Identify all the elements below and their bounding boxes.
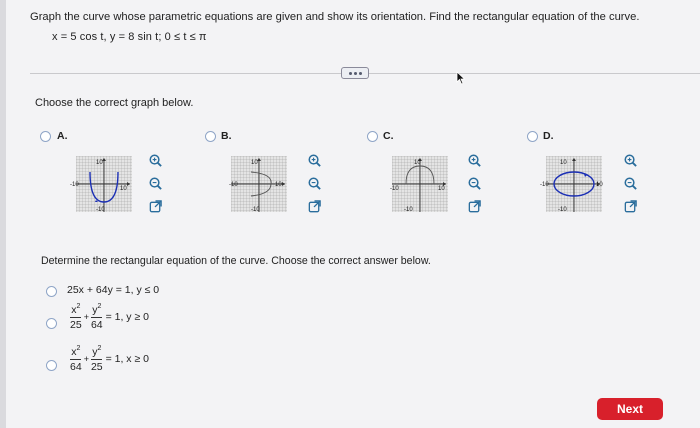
tick-label-bottom: -10 xyxy=(558,207,567,213)
tick-label-left: -10 xyxy=(70,182,79,188)
tick-label-top: 10 xyxy=(414,160,421,166)
graph-option-d-radio[interactable] xyxy=(527,131,538,142)
tick-label-bottom: -10 xyxy=(251,207,260,213)
equation-option-3 xyxy=(70,345,149,372)
equation-instruction: Determine the rectangular equation of the curve. Choose the correct answer below. xyxy=(41,255,431,267)
graph-option-b-label: B. xyxy=(221,130,232,142)
parametric-equations: x = 5 cos t, y = 8 sin t; 0 ≤ t ≤ π xyxy=(52,31,207,43)
graph-d-tools xyxy=(623,153,638,214)
equation-rest: = 1, x ≥ 0 xyxy=(105,352,149,365)
graph-option-d-label: D. xyxy=(543,130,554,142)
zoom-in-icon[interactable] xyxy=(307,153,322,168)
equation-option-2-radio[interactable] xyxy=(46,318,57,329)
tick-label-left: -10 xyxy=(229,182,238,188)
fraction: $\frac{y^2}{25}$ xyxy=(90,345,103,373)
tick-label-top: 10 xyxy=(560,160,567,166)
mouse-cursor-icon xyxy=(456,71,466,85)
tick-label-top: 10 xyxy=(251,160,258,166)
zoom-out-icon[interactable] xyxy=(467,176,482,191)
equation-option-1-radio[interactable] xyxy=(46,286,57,297)
dot-icon xyxy=(354,72,357,75)
open-new-window-icon[interactable] xyxy=(467,199,482,214)
graph-option-d[interactable] xyxy=(540,156,603,213)
equation-rest: = 1, y ≥ 0 xyxy=(105,310,149,323)
graph-option-a-radio[interactable] xyxy=(40,131,51,142)
next-button[interactable]: Next xyxy=(597,398,663,420)
equation-option-3-radio[interactable] xyxy=(46,360,57,371)
fraction: $\frac{y^2}{64}$ xyxy=(90,303,103,331)
zoom-in-icon[interactable] xyxy=(467,153,482,168)
plus-sign: + xyxy=(83,311,89,322)
question-prompt: Graph the curve whose parametric equations are given and show its orientation. Find the rectangular equation of the curve. xyxy=(30,11,640,23)
fraction: $\frac{x^2}{64}$ xyxy=(70,345,82,373)
graph-option-c[interactable] xyxy=(392,156,448,212)
equation-option-2 xyxy=(70,303,149,330)
fraction: $\frac{x^2}{25}$ xyxy=(70,303,82,331)
equation-option-1-text: 25x + 64y = 1, y ≤ 0 xyxy=(67,284,160,296)
zoom-out-icon[interactable] xyxy=(148,176,163,191)
tick-label-right: 10 xyxy=(596,182,603,188)
plus-sign: + xyxy=(83,353,89,364)
tick-label-bottom: -10 xyxy=(404,207,413,213)
graph-c-tools xyxy=(467,153,482,214)
tick-label-right: 10 xyxy=(275,182,282,188)
graph-a-tools xyxy=(148,153,163,214)
expand-more-button[interactable] xyxy=(341,67,369,79)
tick-label-left: -10 xyxy=(390,186,399,192)
graph-option-c-radio[interactable] xyxy=(367,131,378,142)
graph-option-c-label: C. xyxy=(383,130,394,142)
left-edge-bar xyxy=(0,0,6,428)
graph-b-tools xyxy=(307,153,322,214)
zoom-out-icon[interactable] xyxy=(307,176,322,191)
graph-option-b-radio[interactable] xyxy=(205,131,216,142)
dot-icon xyxy=(349,72,352,75)
tick-label-bottom: -10 xyxy=(96,207,105,213)
zoom-out-icon[interactable] xyxy=(623,176,638,191)
zoom-in-icon[interactable] xyxy=(148,153,163,168)
graph-option-b[interactable] xyxy=(231,156,287,212)
graph-option-a-label: A. xyxy=(57,130,68,142)
open-new-window-icon[interactable] xyxy=(307,199,322,214)
tick-label-right: 10 xyxy=(120,186,127,192)
zoom-in-icon[interactable] xyxy=(623,153,638,168)
graph-instruction: Choose the correct graph below. xyxy=(35,97,194,109)
tick-label-left: -10 xyxy=(540,182,549,188)
tick-label-top: 10 xyxy=(96,160,103,166)
graph-option-a[interactable] xyxy=(70,156,132,213)
tick-label-right: 10 xyxy=(438,186,445,192)
open-new-window-icon[interactable] xyxy=(623,199,638,214)
open-new-window-icon[interactable] xyxy=(148,199,163,214)
dot-icon xyxy=(359,72,362,75)
